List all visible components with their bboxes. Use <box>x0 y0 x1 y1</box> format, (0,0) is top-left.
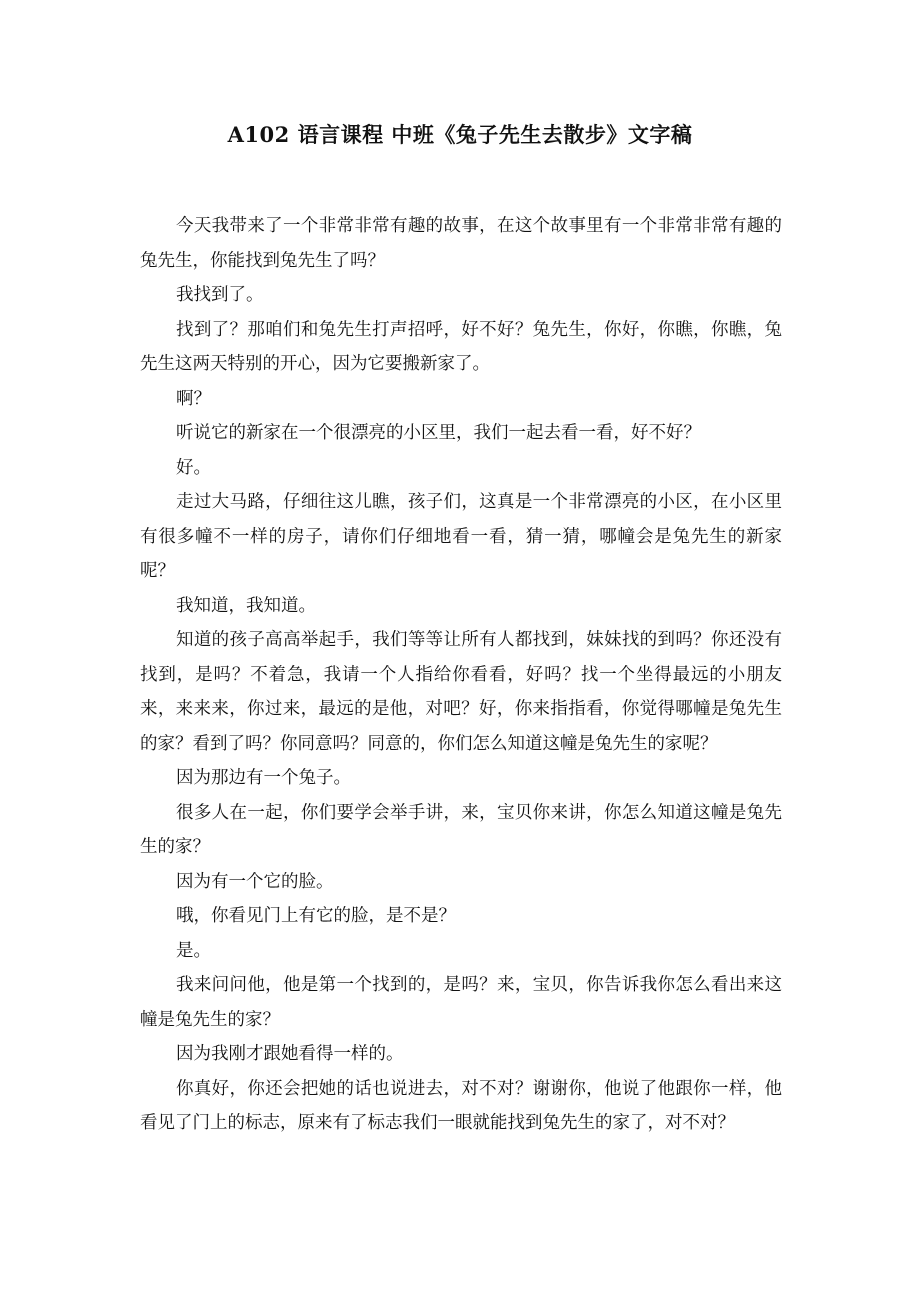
document-body <box>140 209 782 1141</box>
paragraph: 找到了？那咱们和兔先生打声招呼，好不好？兔先生，你好，你瞧，你瞧，兔先生这两天特别的开心，因为它要搬新家了。 <box>140 319 782 374</box>
paragraph: 我知道，我知道。 <box>176 595 316 616</box>
paragraph: 是。 <box>176 940 211 961</box>
paragraph: 哦，你看见门上有它的脸，是不是？ <box>176 906 456 926</box>
paragraph: 你真好，你还会把她的话也说进去，对不对？谢谢你，他说了他跟你一样，他看见了门上的标志，原来有了标志我们一眼就能找到兔先生的家了，对不对？ <box>140 1078 782 1133</box>
paragraph: 走过大马路，仔细往这儿瞧，孩子们，这真是一个非常漂亮的小区，在小区里有很多幢不一样的房子，请你们仔细地看一看，猜一猜，哪幢会是兔先生的新家呢？ <box>140 492 782 581</box>
paragraph: 因为那边有一个兔子。 <box>176 768 351 788</box>
paragraph: 我来问问他，他是第一个找到的，是吗？来，宝贝，你告诉我你怎么看出来这幢是兔先生的家？ <box>140 975 782 1030</box>
document-title: A102 语言课程 中班《兔子先生去散步》文字稿 <box>227 122 693 147</box>
paragraph: 知道的孩子高高举起手，我们等等让所有人都找到，妹妹找的到吗？你还没有找到，是吗？不着急，我请一个人指给你看看，好吗？找一个坐得最远的小朋友来，来来来，你过来，最远的是他，对吧？好，你来指指看，你觉得哪幢是兔先生的家？看到了吗？你同意吗？同意的，你们怎么知道这幢是兔先生的家呢？ <box>140 630 782 754</box>
paragraph: 因为我刚才跟她看得一样的。 <box>176 1044 404 1064</box>
paragraph: 因为有一个它的脸。 <box>176 871 334 892</box>
paragraph: 好。 <box>176 457 211 478</box>
paragraph: 啊？ <box>176 388 211 409</box>
paragraph: 今天我带来了一个非常非常有趣的故事，在这个故事里有一个非常非常有趣的兔先生，你能找到兔先生了吗？ <box>140 216 782 271</box>
paragraph: 我找到了。 <box>176 285 264 305</box>
paragraph: 很多人在一起，你们要学会举手讲，来，宝贝你来讲，你怎么知道这幢是兔先生的家？ <box>140 802 782 857</box>
paragraph: 听说它的新家在一个很漂亮的小区里，我们一起去看一看，好不好？ <box>176 423 701 443</box>
